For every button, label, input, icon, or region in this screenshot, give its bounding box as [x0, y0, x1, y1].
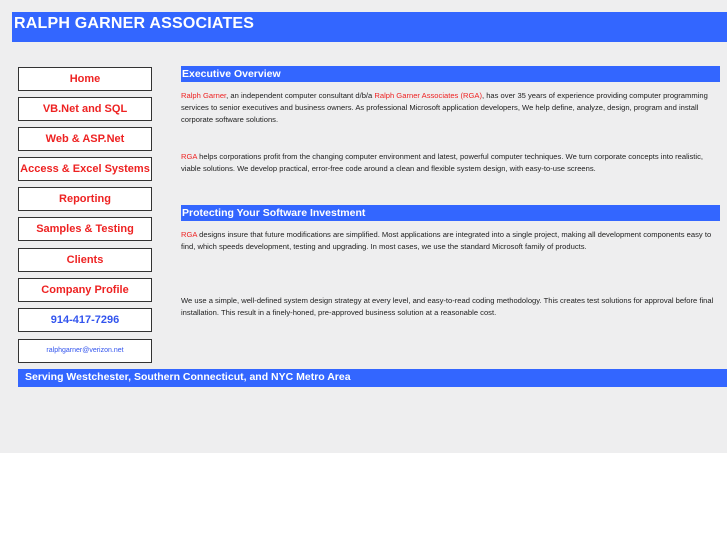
nav-web-aspnet-button[interactable]: Web & ASP.Net	[18, 127, 152, 151]
rga-abbreviation: RGA	[181, 152, 198, 161]
nav-reporting-button[interactable]: Reporting	[18, 187, 152, 211]
protecting-paragraph-2: We use a simple, well-defined system design strategy at every level, and easy-to-read coding methodology. This creates test solutions for approval before final installation. This result in a finely-honed, pre-approved business solution at a reasonable cost.	[181, 296, 714, 317]
paragraph-text: designs insure that future modifications are simplified. Most applications are integrated into a single project, making all development components easy to find, which speeds development, testing and upgrading. In most cases, we use the standard Microsoft family of products.	[181, 230, 712, 251]
executive-overview-paragraph-1	[181, 90, 721, 126]
executive-overview-paragraph-2	[181, 151, 721, 175]
nav-samples-testing-button[interactable]: Samples & Testing	[18, 217, 152, 241]
nav-access-excel-button[interactable]: Access & Excel Systems	[18, 157, 152, 181]
nav-company-profile-button[interactable]: Company Profile	[18, 278, 152, 302]
site-header	[12, 12, 727, 42]
rga-abbreviation: RGA	[181, 230, 198, 239]
paragraph-text: , an independent computer consultant d/b/a	[226, 91, 375, 100]
ralph-garner-name: Ralph Garner	[181, 91, 227, 100]
nav-home-button[interactable]: Home	[18, 67, 152, 91]
executive-overview-heading: Executive Overview	[181, 66, 720, 82]
paragraph-text: , has over 35 years of experience providing computer programming services to senior executives and business owners. As professional Microsoft application developers, We help define, analyze, design, program and install corporate software solutions.	[181, 91, 708, 124]
site-title: RALPH GARNER ASSOCIATES	[14, 15, 255, 32]
protecting-paragraph-1	[181, 229, 721, 253]
phone-number-button[interactable]: 914-417-7296	[18, 308, 152, 332]
paragraph-text: helps corporations profit from the changing computer environment and latest, powerful computer techniques. We turn corporate concepts into realistic, viable solutions. We develop practical, error-free code around a clean and flexible system design, with easy-to-use screens.	[181, 152, 703, 173]
protecting-investment-heading: Protecting Your Software Investment	[181, 205, 720, 221]
email-link-button[interactable]: ralphgarner@verizon.net	[18, 339, 152, 363]
nav-clients-button[interactable]: Clients	[18, 248, 152, 272]
company-name: Ralph Garner Associates (RGA)	[374, 91, 482, 100]
nav-vbnet-sql-button[interactable]: VB.Net and SQL	[18, 97, 152, 121]
service-area-footer: Serving Westchester, Southern Connecticut, and NYC Metro Area	[18, 369, 727, 387]
